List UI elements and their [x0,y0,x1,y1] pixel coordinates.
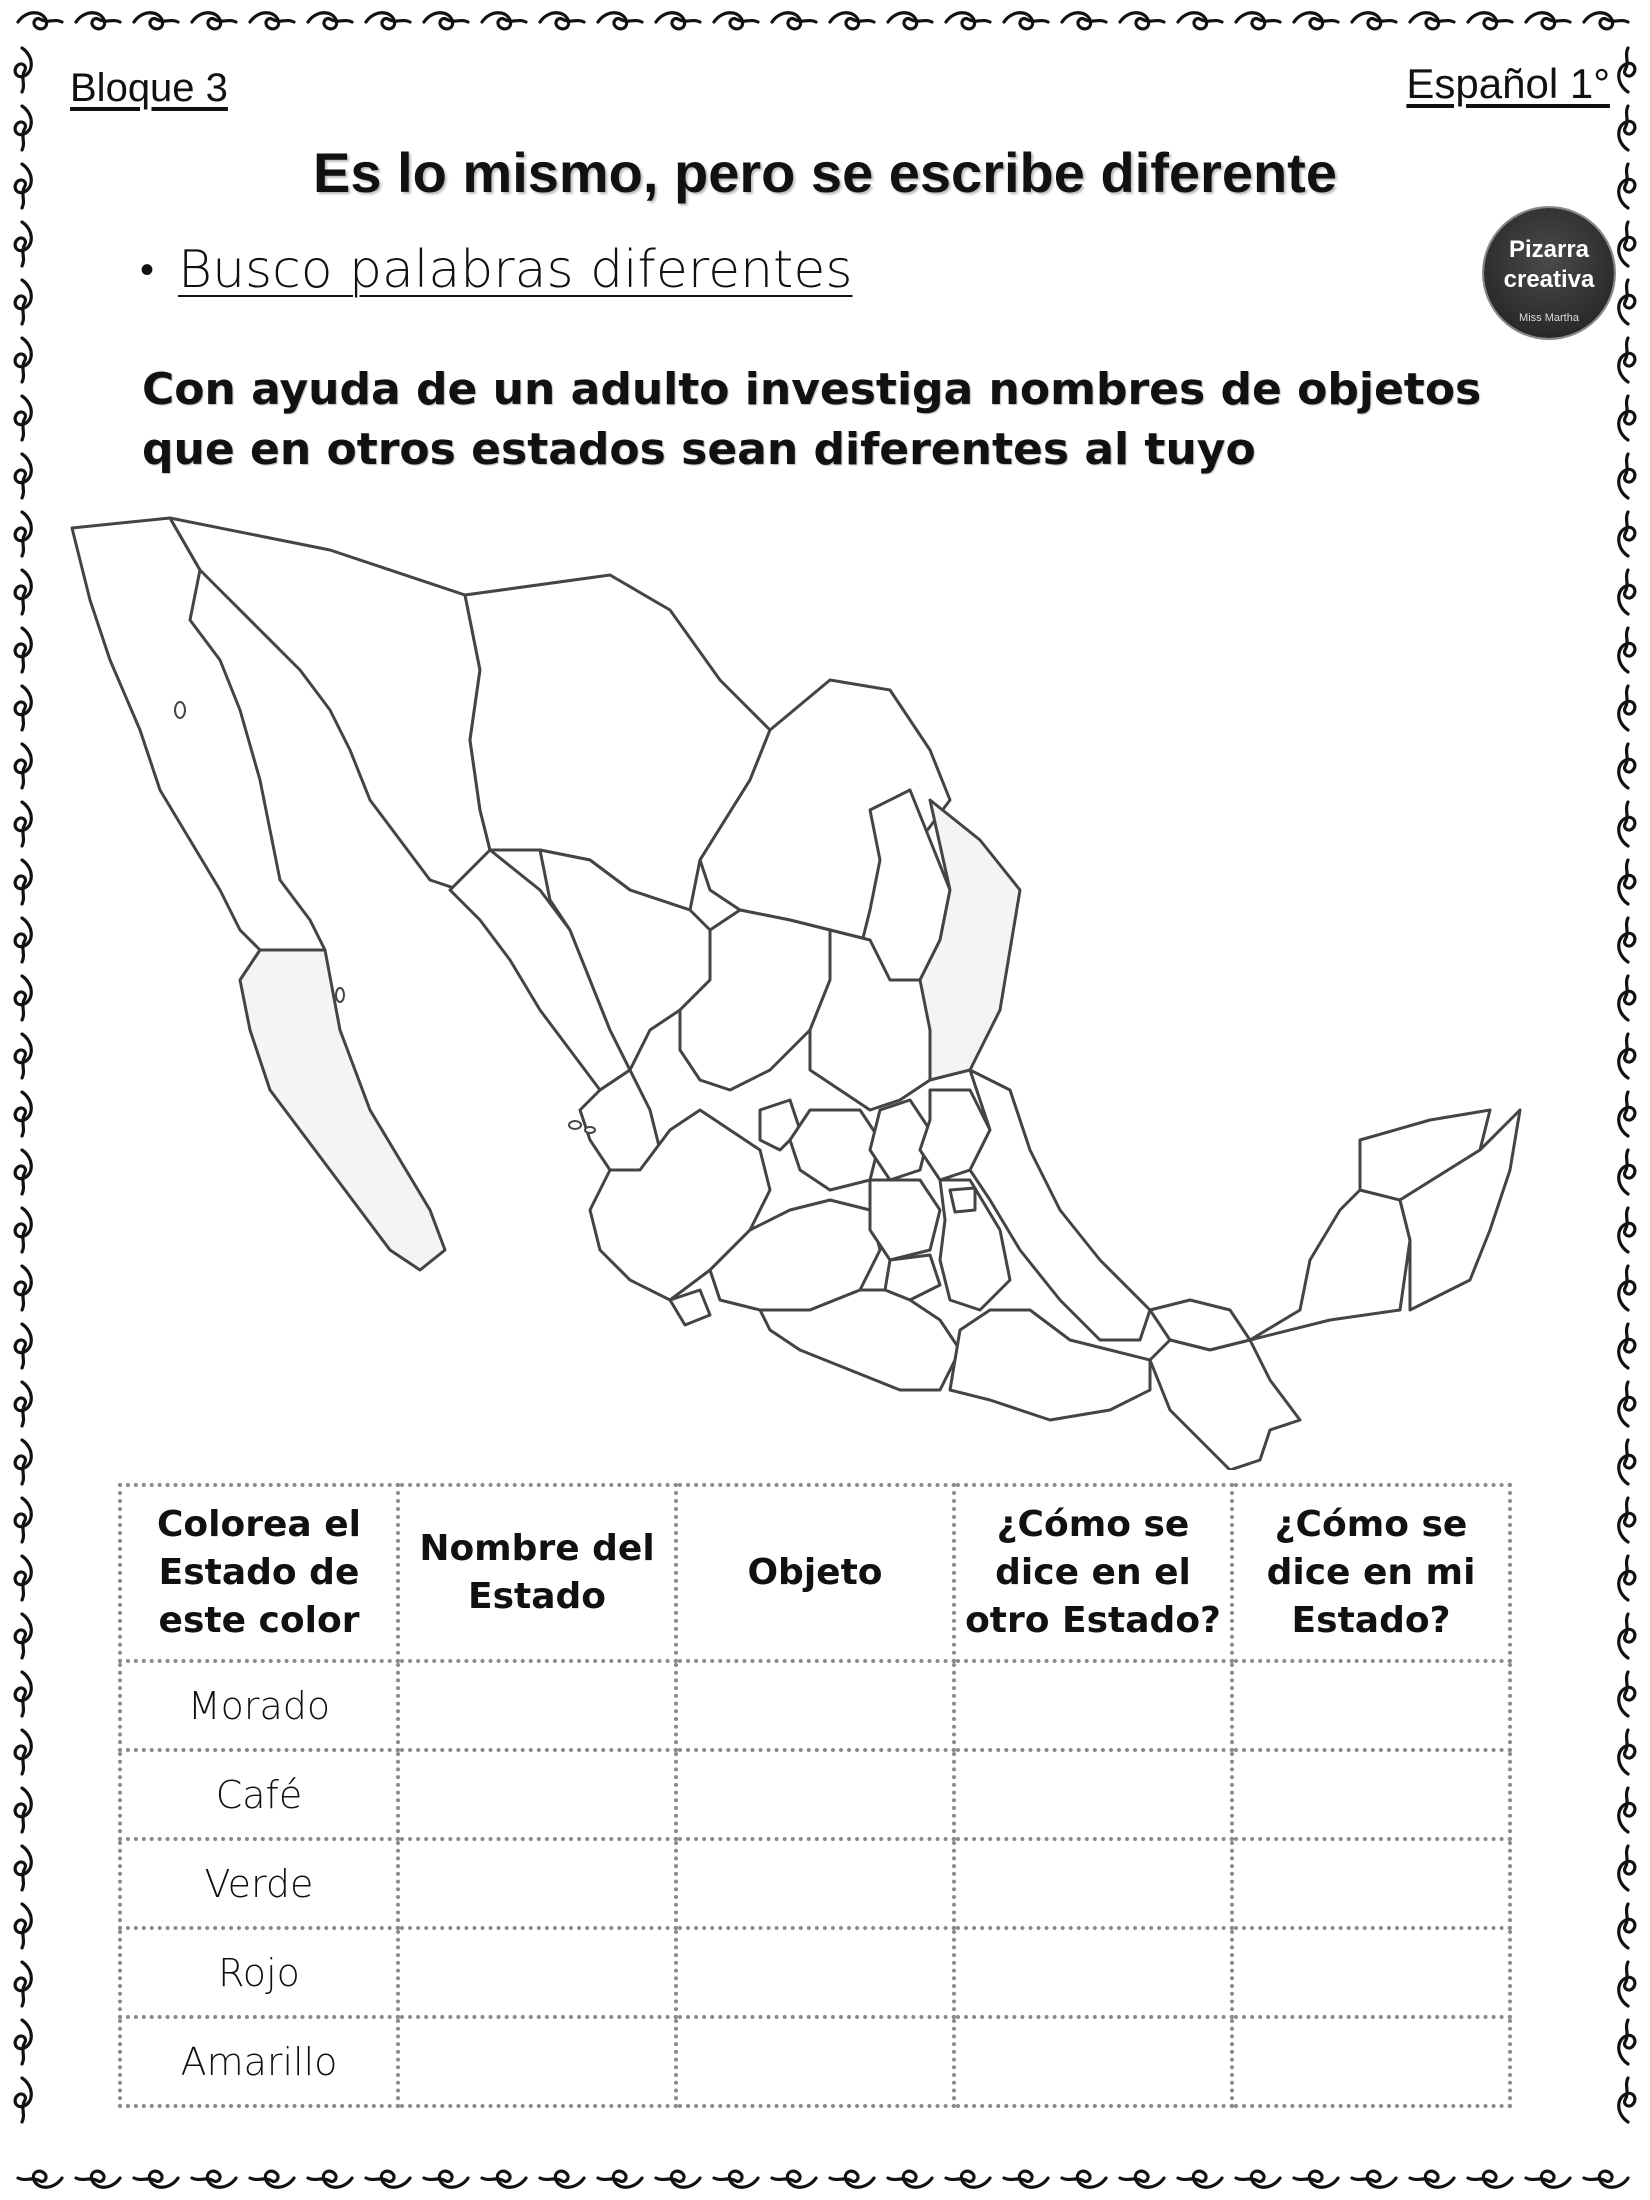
map-region-campeche [1250,1190,1410,1340]
my-state-word-cell[interactable] [1232,1839,1510,1928]
swirl-ornament [1619,222,1635,266]
swirl-ornament [15,1034,31,1078]
swirl-ornament [15,1962,31,2006]
swirl-ornament [1236,2171,1280,2187]
swirl-ornament [1619,1324,1635,1368]
logo-line-2: creativa [1503,266,1595,293]
swirl-ornament [15,1846,31,1890]
header-my-state-word: ¿Cómo se dice en mi Estado? [1232,1485,1510,1661]
brand-logo [1484,208,1614,338]
swirl-ornament [1619,280,1635,324]
swirl-ornament [1619,1846,1635,1890]
swirl-ornament [15,1266,31,1310]
swirl-ornament [1526,2171,1570,2187]
swirl-ornament [1619,1788,1635,1832]
swirl-ornament [772,2171,816,2187]
swirl-ornament [15,744,31,788]
swirl-ornament [1619,1614,1635,1658]
object-cell[interactable] [676,1839,954,1928]
object-cell[interactable] [676,1661,954,1750]
swirl-ornament [656,2171,700,2187]
swirl-ornament [772,13,816,29]
swirl-ornament [1619,396,1635,440]
header-state-name: Nombre del Estado [398,1485,676,1661]
swirl-ornament [1619,1092,1635,1136]
swirl-ornament [1619,48,1635,92]
swirl-ornament [250,2171,294,2187]
bullet-text: Busco palabras diferentes [178,240,853,300]
bullet-item [140,240,853,300]
map-region-chiapas [1150,1340,1300,1470]
swirl-ornament [656,13,700,29]
swirl-ornament [366,2171,410,2187]
swirl-ornament [1352,2171,1396,2187]
swirl-ornament [1619,918,1635,962]
swirl-ornament [1526,13,1570,29]
swirl-ornament [15,570,31,614]
swirl-ornament [1062,13,1106,29]
swirl-ornament [192,2171,236,2187]
swirl-ornament [1619,2020,1635,2064]
swirl-ornament [1178,2171,1222,2187]
swirl-ornament [1468,2171,1512,2187]
swirl-ornament [308,13,352,29]
swirl-ornament [1619,1498,1635,1542]
map-region-queretaro [870,1100,930,1180]
swirl-ornament [1584,2171,1628,2187]
map-region-tlaxcala [950,1188,975,1212]
mexico-map-icon [70,510,1530,1470]
swirl-ornament [15,1498,31,1542]
my-state-word-cell[interactable] [1232,1928,1510,2017]
swirl-ornament [15,396,31,440]
swirl-ornament [1584,13,1628,29]
swirl-ornament [15,1382,31,1426]
my-state-word-cell[interactable] [1232,1750,1510,1839]
swirl-ornament [1619,1034,1635,1078]
swirl-ornament [15,338,31,382]
swirl-ornament [1619,1730,1635,1774]
swirl-ornament [76,2171,120,2187]
swirl-ornament [1619,454,1635,498]
swirl-ornament [1619,1962,1635,2006]
table-row [120,1928,1510,2017]
swirl-ornament [1410,13,1454,29]
table-row [120,1661,1510,1750]
swirl-ornament [482,13,526,29]
swirl-ornament [15,1730,31,1774]
state-name-cell[interactable] [398,1750,676,1839]
other-state-word-cell[interactable] [954,2017,1232,2106]
swirl-ornament [134,13,178,29]
swirl-ornament [714,2171,758,2187]
swirl-ornament [15,1324,31,1368]
map-region-estado-de-mexico [870,1180,940,1260]
color-cell: Rojo [120,1928,398,2017]
swirl-ornament [830,13,874,29]
swirl-ornament [1619,1266,1635,1310]
swirl-ornament [1619,802,1635,846]
header-object: Objeto [676,1485,954,1661]
instructions-line-1: Con ayuda de un adulto investiga nombres de objetos [142,364,1482,415]
swirl-ornament [1619,1440,1635,1484]
swirl-ornament [598,13,642,29]
swirl-ornament [946,13,990,29]
swirl-ornament [482,2171,526,2187]
swirl-ornament [1619,570,1635,614]
object-cell[interactable] [676,1750,954,1839]
swirl-ornament [15,222,31,266]
swirl-ornament [15,1672,31,1716]
swirl-ornament [1619,628,1635,672]
swirl-ornament [1468,13,1512,29]
other-state-word-cell[interactable] [954,1661,1232,1750]
color-cell: Café [120,1750,398,1839]
map-island-4 [336,988,344,1002]
swirl-ornament [15,454,31,498]
swirl-ornament [1619,338,1635,382]
swirl-ornament [1619,1556,1635,1600]
swirl-ornament [15,512,31,556]
swirl-ornament [1294,13,1338,29]
swirl-ornament [1294,2171,1338,2187]
swirl-ornament [15,1904,31,1948]
swirl-ornament [250,13,294,29]
block-label: Bloque 3 [70,66,228,110]
swirl-ornament [946,2171,990,2187]
swirl-ornament [540,2171,584,2187]
swirl-ornament [1004,2171,1048,2187]
swirl-ornament [366,13,410,29]
swirl-ornament [1619,976,1635,1020]
swirl-ornament [1352,13,1396,29]
swirl-ornament [15,48,31,92]
swirl-ornament [15,1092,31,1136]
swirl-ornament [15,860,31,904]
subject-label: Español 1° [1406,60,1610,107]
header-color: Colorea el Estado de este color [120,1485,398,1661]
swirl-ornament [598,2171,642,2187]
map-island-2 [585,1127,595,1133]
swirl-ornament [15,2020,31,2064]
swirl-ornament [18,13,62,29]
other-state-word-cell[interactable] [954,1928,1232,2017]
map-region-veracruz [970,1070,1150,1340]
swirl-ornament [1619,1904,1635,1948]
swirl-ornament [1619,2078,1635,2122]
swirl-ornament [15,1788,31,1832]
swirl-ornament [1619,744,1635,788]
swirl-ornament [1619,1208,1635,1252]
object-cell[interactable] [676,1928,954,2017]
my-state-word-cell[interactable] [1232,2017,1510,2106]
swirl-ornament [1619,1672,1635,1716]
swirl-ornament [134,2171,178,2187]
swirl-ornament [1619,512,1635,556]
state-name-cell[interactable] [398,1661,676,1750]
swirl-ornament [15,280,31,324]
swirl-ornament [15,802,31,846]
bullet-dot-icon: • [140,247,155,293]
logo-line-1: Pizarra [1508,236,1590,263]
my-state-word-cell[interactable] [1232,1661,1510,1750]
swirl-ornament [830,2171,874,2187]
swirl-ornament [15,628,31,672]
swirl-ornament [1619,1382,1635,1426]
swirl-ornament [76,13,120,29]
color-cell: Morado [120,1661,398,1750]
state-name-cell[interactable] [398,1928,676,2017]
table-header-row [120,1485,1510,1661]
swirl-ornament [15,1150,31,1194]
swirl-ornament [308,2171,352,2187]
swirl-ornament [540,13,584,29]
swirl-ornament [15,1440,31,1484]
swirl-ornament [18,2171,62,2187]
other-state-word-cell[interactable] [954,1839,1232,1928]
swirl-ornament [1178,13,1222,29]
table-row [120,1839,1510,1928]
other-state-word-cell[interactable] [954,1750,1232,1839]
swirl-ornament [888,2171,932,2187]
swirl-ornament [15,918,31,962]
swirl-ornament [15,1208,31,1252]
header-other-state-word: ¿Cómo se dice en el otro Estado? [954,1485,1232,1661]
color-cell: Verde [120,1839,398,1928]
swirl-ornament [424,2171,468,2187]
swirl-ornament [1619,686,1635,730]
states-table [118,1483,1512,2108]
instructions [142,360,1502,480]
swirl-ornament [192,13,236,29]
swirl-ornament [15,2078,31,2122]
state-name-cell[interactable] [398,2017,676,2106]
map-island-3 [175,702,185,718]
swirl-ornament [714,13,758,29]
swirl-ornament [888,13,932,29]
color-cell: Amarillo [120,2017,398,2106]
swirl-ornament [1236,13,1280,29]
logo-line-3: Miss Martha [1519,312,1579,324]
swirl-ornament [1120,2171,1164,2187]
state-name-cell[interactable] [398,1839,676,1928]
map-region-nayarit [580,1070,660,1170]
map-region-guanajuato [790,1110,880,1190]
page-title: Es lo mismo, pero se escribe diferente [313,141,1337,204]
swirl-ornament [1120,13,1164,29]
swirl-ornament [15,1614,31,1658]
swirl-ornament [15,686,31,730]
swirl-ornament [1619,860,1635,904]
swirl-ornament [15,1556,31,1600]
instructions-line-2: que en otros estados sean diferentes al tuyo [142,424,1256,475]
object-cell[interactable] [676,2017,954,2106]
swirl-ornament [1410,2171,1454,2187]
map-island-1 [569,1121,581,1129]
swirl-ornament [1619,1150,1635,1194]
table-row [120,2017,1510,2106]
table-row [120,1750,1510,1839]
swirl-ornament [15,976,31,1020]
swirl-ornament [1062,2171,1106,2187]
swirl-ornament [424,13,468,29]
swirl-ornament [1004,13,1048,29]
